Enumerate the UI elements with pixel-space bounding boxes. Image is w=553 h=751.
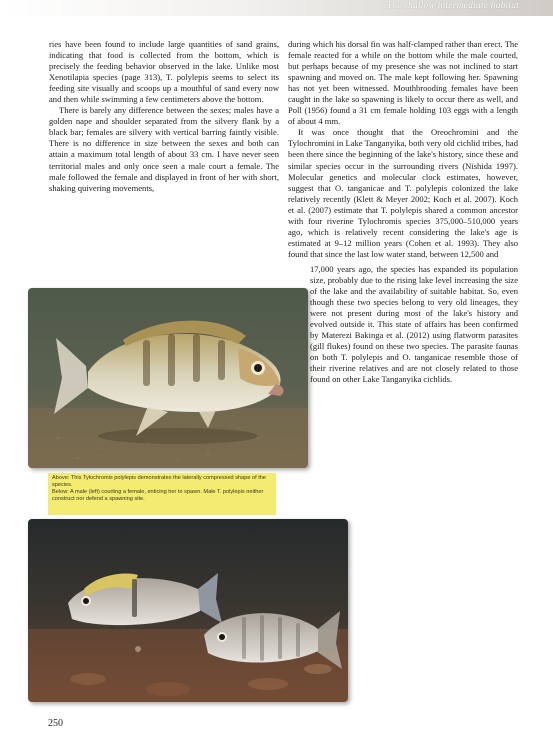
tylochromis-courting-pair-image — [28, 519, 348, 702]
fish-photo-top — [28, 288, 308, 468]
tylochromis-single-fish-image — [28, 288, 308, 468]
running-header-title: The shallow intermediate habitat — [386, 1, 519, 11]
right-text-column-wrap-mid — [310, 264, 518, 386]
running-header-band — [0, 0, 553, 16]
right-text-column — [288, 39, 518, 260]
fish-photo-bottom — [28, 519, 348, 702]
page-number: 250 — [48, 718, 63, 729]
caption-below: Below: A male (left) courting a female, enticing her to spawn. Male T. polylepis neither construct nor defend a spawning site. — [52, 489, 264, 502]
caption-above: Above: This Tylochromis polylepis demonstrates the laterally compressed shape of the species. — [52, 475, 267, 488]
left-paragraph-2: There is barely any difference between the sexes; males have a golden nape and shoulder separated from the silvery flank by a black bar; females are silvery with vertical barring faintly visible. There is no difference in size between the sexes and both can attain a maximum total length of about 33 cm. I have never seen territorial males and only once seen a male court a female. The male followed the female and displayed in front of her with short, shaking quivering movements, — [49, 105, 279, 193]
right-paragraph-2-part-a: It was once thought that the Oreochromini and the Tylochromini in Lake Tanganyika, both very old cichlid tribes, had been there since the beginning of the lake's history, since these and similar species occur in the surrounding rivers (Nishida 1997). Molecular genetics and molecular clock estimates, however, suggest that O. tanganicae and T. polylepis colonized the lake relatively recently (Klett & Meyer 2002; Koch et al. 2007). Koch et al. (2007) estimate that T. polylepis shared a common ancestor with four riverine Tylochromis species 375,000–510,000 years ago, which is relatively recent considering the lake's age is estimated at 9–12 million years (Cohen et al. 1993). They also found that since the last low water stand, between 12,500 and — [288, 127, 518, 259]
right-paragraph-1: during which his dorsal fin was half-clamped rather than erect. The female reacted for a while on the bottom while the male courted, but perhaps because of my presence she was not inclined to start spawning and moved on. The male kept following her. Spawning has not yet been witnessed. Mouthbrooding females have been caught in the lake so spawning is likely to occur there as well, and Poll (1956) found a 31 cm female holding 103 eggs with a length of about 4 mm. — [288, 39, 518, 127]
left-paragraph-1: ries have been found to include large quantities of sand grains, indicating that food is collected from the bottom, which is precisely the feeding behavior observed in the lake. Unlike most Xenotilapia species (page 313), T. polylepis seems to select its feeding site visually and scoops up a mouthful of sand every now and then while swimming a few centimeters above the bottom. — [49, 39, 279, 105]
left-text-column — [49, 39, 279, 194]
right-paragraph-2-part-b: 17,000 years ago, the species has expanded its population size, probably due to the rising lake level increasing the size of the lake and the availability of suitable habitat. So, even though these two species belong to very old lineages, they were not present during most of the lake's history and evolved outside it. This state of affairs has been confirmed by Materezi Bakinga et al. (2012) using flatworm parasites (gill flukes) found on these two species. The parasite faunas on both T. polylepis and O. tanganicae resemble those of their riverine relatives and are not closely related to those found on other Lake Tanganyika cichlids. — [310, 264, 518, 385]
photo-caption-box — [48, 473, 276, 515]
